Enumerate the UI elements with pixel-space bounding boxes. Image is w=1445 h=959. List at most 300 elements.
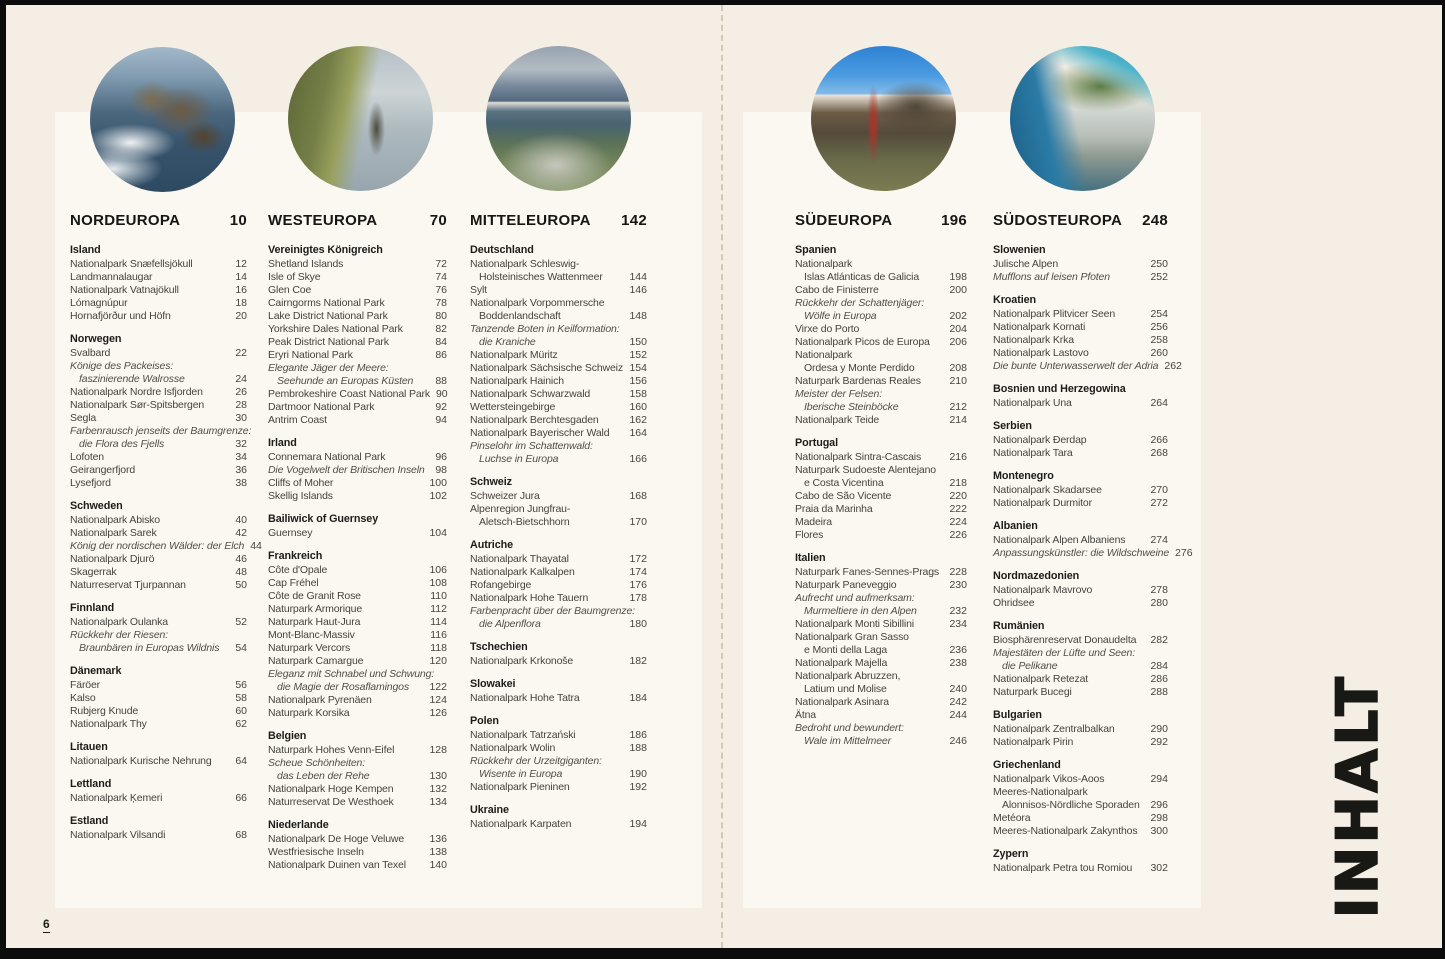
entry-title: Nationalpark Lastovo	[993, 347, 1089, 359]
toc-section	[268, 819, 447, 872]
entry-title: Westfriesische Inseln	[268, 846, 364, 858]
toc-entry	[268, 564, 447, 577]
entry-page: 114	[430, 616, 447, 628]
country-heading: Albanien	[993, 520, 1038, 532]
entry-title: Bedroht und bewundert:	[795, 722, 904, 734]
entry-page: 262	[1164, 360, 1182, 372]
toc-entry	[470, 655, 647, 668]
entry-title: Flores	[795, 529, 824, 541]
country-heading: Belgien	[268, 730, 307, 742]
entry-title: Nationalpark Schwarzwald	[470, 388, 591, 400]
toc-entry	[70, 438, 247, 451]
toc-entry	[993, 334, 1168, 347]
toc-entry	[268, 477, 447, 490]
toc-entry	[70, 514, 247, 527]
toc-section	[70, 244, 247, 323]
entry-page: 122	[429, 681, 447, 693]
toc-entry	[470, 592, 647, 605]
toc-entry	[70, 616, 247, 629]
toc-section	[470, 244, 647, 466]
toc-entry	[795, 464, 967, 477]
entry-title: Côte de Granit Rose	[268, 590, 361, 602]
toc-section	[993, 620, 1168, 699]
entry-title: Dartmoor National Park	[268, 401, 375, 413]
entry-title: Meeres-Nationalpark Zakynthos	[993, 825, 1138, 837]
toc-entry	[993, 862, 1168, 875]
entry-page: 104	[429, 527, 447, 539]
entry-page: 38	[235, 477, 247, 489]
toc-entry	[268, 796, 447, 809]
column-body	[70, 244, 262, 842]
entry-title: Farbenrausch jenseits der Baumgrenze:	[70, 425, 252, 437]
entry-title: die Magie der Rosaflamingos	[277, 681, 409, 693]
entry-title: Nationalpark Asinara	[795, 696, 889, 708]
entry-title: die Flora des Fjells	[79, 438, 165, 450]
entry-title: Nationalpark Thayatal	[470, 553, 569, 565]
entry-title: Wisente in Europa	[479, 768, 563, 780]
entry-title: Iberische Steinböcke	[804, 401, 899, 413]
toc-entry	[795, 529, 967, 542]
toc-entry	[70, 284, 247, 297]
entry-page: 24	[235, 373, 247, 385]
entry-title: Aletsch-Bietschhorn	[479, 516, 570, 528]
toc-section	[795, 437, 967, 542]
entry-title: Nationalpark Berchtesgaden	[470, 414, 599, 426]
toc-entry	[70, 258, 247, 271]
entry-title: Nationalpark Petra tou Romiou	[993, 862, 1133, 874]
toc-entry	[993, 271, 1168, 284]
entry-title: Nationalpark Vikos-Aoos	[993, 773, 1105, 785]
entry-title: Eryri National Park	[268, 349, 353, 361]
entry-title: Nationalpark Hohe Tauern	[470, 592, 589, 604]
toc-entry	[470, 618, 647, 631]
entry-title: Lysefjord	[70, 477, 111, 489]
entry-page: 120	[429, 655, 447, 667]
entry-title: Nationalpark Hainich	[470, 375, 564, 387]
entry-title: Nationalpark Skadarsee	[993, 484, 1102, 496]
toc-entry	[470, 516, 647, 529]
toc-entry	[795, 516, 967, 529]
entry-title: Cliffs of Moher	[268, 477, 334, 489]
entry-page: 48	[235, 566, 247, 578]
toc-entry	[795, 605, 967, 618]
toc-entry	[795, 696, 967, 709]
toc-entry	[70, 540, 262, 553]
entry-page: 162	[629, 414, 647, 426]
entry-title: Rubjerg Knude	[70, 705, 139, 717]
toc-section	[993, 709, 1168, 749]
toc-entry	[993, 647, 1168, 660]
entry-title: Nationalpark Vatnajökull	[70, 284, 179, 296]
entry-page: 166	[629, 453, 647, 465]
toc-entry	[795, 336, 967, 349]
entry-page: 56	[235, 679, 247, 691]
entry-page: 98	[435, 464, 447, 476]
toc-entry	[268, 770, 447, 783]
toc-entry	[268, 297, 447, 310]
toc-entry	[70, 829, 247, 842]
entry-page: 126	[429, 707, 447, 719]
entry-title: Nationalpark Alpen Albaniens	[993, 534, 1126, 546]
entry-page: 130	[429, 770, 447, 782]
toc-entry	[993, 634, 1168, 647]
entry-title: Nationalpark Gran Sasso	[795, 631, 909, 643]
column-page: 196	[941, 212, 967, 229]
entry-page: 298	[1150, 812, 1168, 824]
entry-page: 164	[629, 427, 647, 439]
entry-page: 28	[235, 399, 247, 411]
entry-title: Farbenpracht über der Baumgrenze:	[470, 605, 635, 617]
entry-title: Nationalpark Nordre Isfjorden	[70, 386, 203, 398]
entry-title: Nationalpark Duinen van Texel	[268, 859, 406, 871]
entry-title: Nationalpark Pyrenäen	[268, 694, 372, 706]
entry-title: Naturpark Armorique	[268, 603, 363, 615]
entry-page: 26	[235, 386, 247, 398]
entry-title: Hornafjörður und Höfn	[70, 310, 171, 322]
column-title: SÜDEUROPA	[795, 212, 893, 229]
entry-title: das Leben der Rehe	[277, 770, 370, 782]
entry-page: 140	[429, 859, 447, 871]
mitteleuropa-photo	[486, 46, 631, 191]
entry-title: Skellig Islands	[268, 490, 333, 502]
entry-page: 202	[949, 310, 967, 322]
column-page: 248	[1142, 212, 1168, 229]
entry-page: 188	[629, 742, 647, 754]
country-heading: Autriche	[470, 539, 513, 551]
toc-entry	[70, 705, 247, 718]
toc-entry	[795, 362, 967, 375]
toc-entry	[268, 668, 447, 681]
entry-page: 62	[235, 718, 247, 730]
entry-page: 74	[435, 271, 447, 283]
toc-entry	[470, 553, 647, 566]
column-title: SÜDOSTEUROPA	[993, 212, 1123, 229]
country-heading: Bosnien und Herzegowina	[993, 383, 1126, 395]
toc-entry	[993, 812, 1168, 825]
toc-entry	[470, 729, 647, 742]
toc-entry	[470, 503, 647, 516]
toc-entry	[993, 360, 1182, 373]
country-heading: Spanien	[795, 244, 837, 256]
country-heading: Montenegro	[993, 470, 1054, 482]
toc-entry	[795, 490, 967, 503]
column-body	[795, 244, 967, 748]
country-heading: Griechenland	[993, 759, 1061, 771]
country-heading: Italien	[795, 552, 826, 564]
entry-page: 134	[429, 796, 447, 808]
entry-title: Meister der Felsen:	[795, 388, 883, 400]
entry-title: Nationalpark Hohe Tatra	[470, 692, 580, 704]
toc-entry	[993, 534, 1168, 547]
entry-page: 260	[1150, 347, 1168, 359]
toc-entry	[993, 484, 1168, 497]
entry-page: 198	[949, 271, 967, 283]
toc-entry	[470, 755, 647, 768]
toc-entry	[470, 692, 647, 705]
toc-entry	[470, 284, 647, 297]
entry-page: 258	[1150, 334, 1168, 346]
toc-entry	[70, 629, 247, 642]
entry-title: Murmeltiere in den Alpen	[804, 605, 917, 617]
entry-title: Wale im Mittelmeer	[804, 735, 891, 747]
toc-entry	[795, 258, 967, 271]
entry-title: Nationalpark Karpaten	[470, 818, 572, 830]
entry-title: Landmannalaugar	[70, 271, 153, 283]
entry-title: Ohridsee	[993, 597, 1035, 609]
toc-entry	[268, 414, 447, 427]
entry-title: Nationalpark Vilsandi	[70, 829, 166, 841]
toc-entry	[470, 375, 647, 388]
entry-title: Nationalpark Pieninen	[470, 781, 570, 793]
toc-entry	[268, 655, 447, 668]
toc-entry	[70, 271, 247, 284]
entry-page: 80	[435, 310, 447, 322]
toc-entry	[70, 718, 247, 731]
entry-page: 208	[949, 362, 967, 374]
entry-title: Lómagnúpur	[70, 297, 128, 309]
entry-page: 276	[1175, 547, 1193, 559]
entry-page: 160	[629, 401, 647, 413]
column-page: 70	[429, 212, 447, 229]
toc-entry	[993, 799, 1168, 812]
toc-entry	[795, 375, 967, 388]
entry-page: 168	[629, 490, 647, 502]
toc-entry	[795, 451, 967, 464]
toc-entry	[470, 323, 647, 336]
entry-page: 172	[629, 553, 647, 565]
entry-title: Nationalpark Kurische Nehrung	[70, 755, 212, 767]
entry-title: Naturpark Bucegi	[993, 686, 1072, 698]
page-number: 6	[43, 917, 50, 931]
entry-page: 112	[430, 603, 447, 615]
toc-entry	[70, 579, 247, 592]
entry-title: Antrim Coast	[268, 414, 327, 426]
entry-title: Nationalpark Retezat	[993, 673, 1089, 685]
entry-page: 194	[629, 818, 647, 830]
inhalt-vertical-title: INHALT	[1325, 674, 1391, 919]
entry-title: Nationalpark Oulanka	[70, 616, 168, 628]
entry-title: Nationalpark Picos de Europa	[795, 336, 930, 348]
entry-title: Sylt	[470, 284, 487, 296]
toc-entry	[993, 673, 1168, 686]
entry-title: Nationalpark Kalkalpen	[470, 566, 575, 578]
entry-page: 186	[629, 729, 647, 741]
entry-title: Nationalpark Teide	[795, 414, 880, 426]
toc-entry	[470, 579, 647, 592]
toc-entry	[268, 616, 447, 629]
entry-page: 16	[235, 284, 247, 296]
entry-page: 68	[235, 829, 247, 841]
toc-section	[268, 730, 447, 809]
country-heading: Finnland	[70, 602, 115, 614]
column-title: WESTEUROPA	[268, 212, 378, 229]
entry-title: Cabo de São Vicente	[795, 490, 892, 502]
toc-entry	[795, 618, 967, 631]
entry-title: Nationalpark Hoge Kempen	[268, 783, 394, 795]
entry-title: Nationalpark Pirin	[993, 736, 1074, 748]
toc-section	[70, 602, 247, 655]
entry-title: Nationalpark Mavrovo	[993, 584, 1093, 596]
toc-section	[470, 539, 647, 631]
toc-section	[70, 778, 247, 805]
entry-page: 60	[235, 705, 247, 717]
entry-title: Nationalpark Wolin	[470, 742, 556, 754]
toc-entry	[470, 401, 647, 414]
column-body	[993, 244, 1193, 875]
entry-page: 252	[1150, 271, 1168, 283]
entry-page: 110	[430, 590, 447, 602]
entry-page: 250	[1150, 258, 1168, 270]
toc-entry	[268, 464, 447, 477]
entry-page: 282	[1150, 634, 1168, 646]
entry-page: 156	[629, 375, 647, 387]
toc-column-mitteleuropa	[470, 212, 647, 841]
entry-title: Nationalpark Majella	[795, 657, 888, 669]
entry-title: Nationalpark Krka	[993, 334, 1074, 346]
entry-title: Braunbären in Europas Wildnis	[79, 642, 220, 654]
entry-page: 296	[1150, 799, 1168, 811]
entry-title: die Kraniche	[479, 336, 536, 348]
toc-section	[470, 678, 647, 705]
toc-entry	[795, 722, 967, 735]
entry-title: Nationalpark Kornati	[993, 321, 1086, 333]
column-title: MITTELEUROPA	[470, 212, 591, 229]
toc-entry	[993, 321, 1168, 334]
entry-page: 36	[235, 464, 247, 476]
toc-entry	[70, 386, 247, 399]
country-heading: Portugal	[795, 437, 838, 449]
entry-page: 272	[1150, 497, 1168, 509]
entry-title: die Alpenflora	[479, 618, 541, 630]
entry-title: Lake District National Park	[268, 310, 388, 322]
entry-title: Nationalpark Krkonoše	[470, 655, 574, 667]
entry-page: 146	[629, 284, 647, 296]
entry-page: 30	[235, 412, 247, 424]
country-heading: Kroatien	[993, 294, 1036, 306]
country-heading: Serbien	[993, 420, 1032, 432]
toc-entry	[268, 629, 447, 642]
entry-title: Nationalpark Thy	[70, 718, 147, 730]
toc-entry	[268, 603, 447, 616]
entry-page: 200	[949, 284, 967, 296]
entry-page: 92	[435, 401, 447, 413]
toc-entry	[268, 401, 447, 414]
toc-entry	[268, 833, 447, 846]
toc-entry	[795, 271, 967, 284]
entry-page: 46	[235, 553, 247, 565]
entry-page: 88	[435, 375, 447, 387]
toc-entry	[795, 631, 967, 644]
entry-title: Nationalpark Abisko	[70, 514, 160, 526]
country-heading: Vereinigtes Königreich	[268, 244, 383, 256]
nordeuropa-photo	[90, 47, 235, 192]
entry-page: 12	[235, 258, 247, 270]
entry-page: 212	[949, 401, 967, 413]
entry-title: Die bunte Unterwasserwelt der Adria	[993, 360, 1159, 372]
toc-entry	[268, 336, 447, 349]
column-page: 10	[229, 212, 247, 229]
column-header	[795, 212, 967, 229]
entry-title: Seehunde an Europas Küsten	[277, 375, 414, 387]
entry-page: 148	[629, 310, 647, 322]
toc-entry	[470, 440, 647, 453]
entry-title: Ätna	[795, 709, 816, 721]
entry-page: 102	[429, 490, 447, 502]
entry-page: 170	[629, 516, 647, 528]
entry-title: Cairngorms National Park	[268, 297, 385, 309]
toc-entry	[268, 271, 447, 284]
toc-entry	[268, 757, 447, 770]
entry-title: Nationalpark Zentralbalkan	[993, 723, 1115, 735]
toc-section	[993, 420, 1168, 460]
toc-entry	[795, 709, 967, 722]
entry-page: 94	[435, 414, 447, 426]
entry-title: Elegante Jäger der Meere:	[268, 362, 389, 374]
entry-page: 218	[949, 477, 967, 489]
entry-title: Rückkehr der Riesen:	[70, 629, 168, 641]
toc-entry	[70, 553, 247, 566]
entry-title: die Pelikane	[1002, 660, 1058, 672]
entry-page: 270	[1150, 484, 1168, 496]
entry-title: Nationalpark Djurö	[70, 553, 155, 565]
country-heading: Island	[70, 244, 101, 256]
toc-entry	[268, 323, 447, 336]
toc-entry	[470, 453, 647, 466]
entry-page: 96	[435, 451, 447, 463]
entry-page: 244	[949, 709, 967, 721]
entry-title: Wölfe in Europa	[804, 310, 877, 322]
toc-entry	[268, 375, 447, 388]
entry-page: 124	[429, 694, 447, 706]
entry-page: 106	[429, 564, 447, 576]
entry-page: 214	[949, 414, 967, 426]
toc-entry	[268, 681, 447, 694]
entry-title: Nationalpark Plitvicer Seen	[993, 308, 1116, 320]
column-header	[470, 212, 647, 229]
entry-title: Nationalpark Schleswig-	[470, 258, 580, 270]
entry-page: 132	[429, 783, 447, 795]
country-heading: Irland	[268, 437, 297, 449]
entry-page: 176	[629, 579, 647, 591]
column-page: 142	[621, 212, 647, 229]
toc-section	[470, 641, 647, 668]
toc-entry	[993, 447, 1168, 460]
toc-entry	[268, 284, 447, 297]
toc-section	[993, 759, 1168, 838]
toc-entry	[993, 597, 1168, 610]
entry-page: 238	[949, 657, 967, 669]
toc-entry	[795, 503, 967, 516]
country-heading: Slowenien	[993, 244, 1046, 256]
toc-entry	[470, 742, 647, 755]
toc-entry	[268, 362, 447, 375]
entry-title: Luchse in Europa	[479, 453, 559, 465]
toc-entry	[795, 284, 967, 297]
entry-title: Naturreservat De Westhoek	[268, 796, 394, 808]
entry-title: Mont-Blanc-Massiv	[268, 629, 355, 641]
page-edge-bottom	[0, 948, 1445, 959]
entry-title: Nationalpark Sør-Spitsbergen	[70, 399, 205, 411]
entry-title: Praia da Marinha	[795, 503, 873, 515]
country-heading: Litauen	[70, 741, 108, 753]
entry-page: 294	[1150, 773, 1168, 785]
toc-entry	[70, 755, 247, 768]
country-heading: Zypern	[993, 848, 1029, 860]
entry-title: Svalbard	[70, 347, 111, 359]
toc-entry	[795, 644, 967, 657]
entry-title: Aufrecht und aufmerksam:	[795, 592, 915, 604]
toc-entry	[470, 414, 647, 427]
